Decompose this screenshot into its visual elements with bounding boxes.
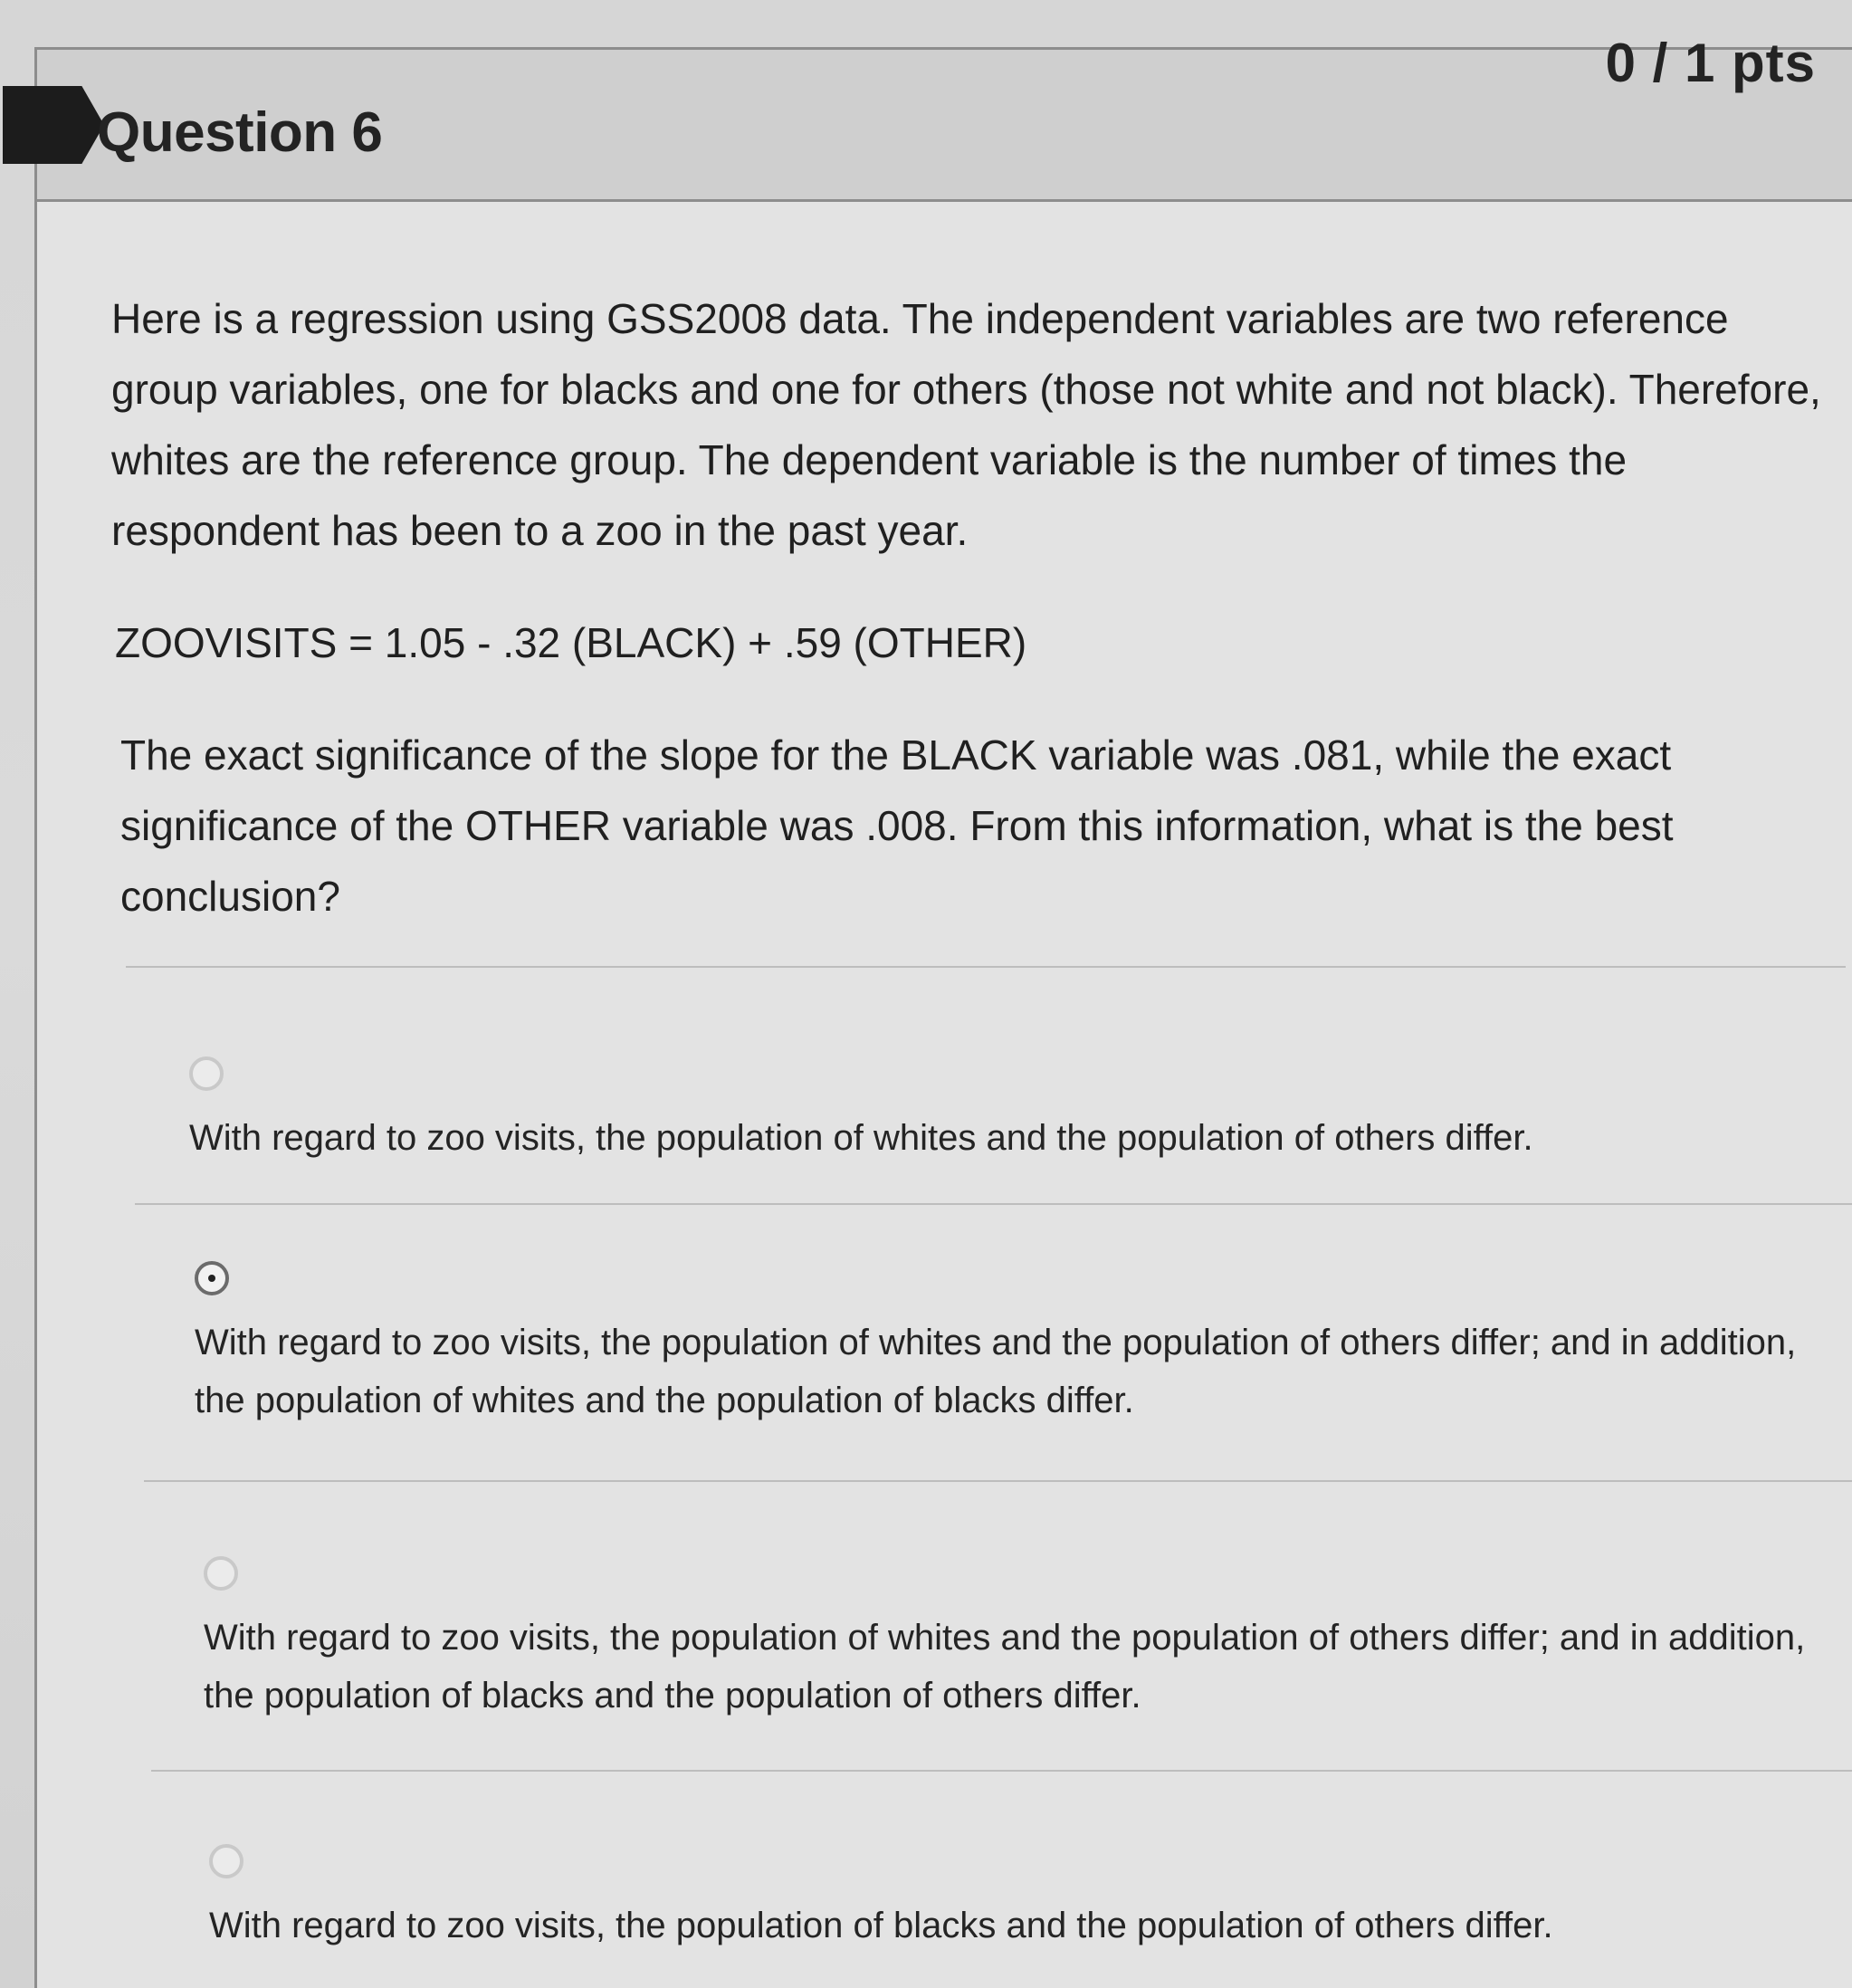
question-title: Question 6 <box>97 101 383 164</box>
answer-divider-top <box>126 966 1846 968</box>
answer-divider-2 <box>144 1480 1852 1482</box>
question-points: 0 / 1 pts <box>1605 33 1816 93</box>
answer-divider-1 <box>135 1203 1852 1205</box>
question-header <box>37 33 1852 202</box>
answer-text-2: With regard to zoo visits, the population of whites and the population of others differ; and in addition, the population of whites and the population of blacks differ. <box>195 1323 1797 1420</box>
question-prompt: The exact significance of the slope for the BLACK variable was .081, while the exact significance of the OTHER variable was .008. From this information, what is the best conclusion? <box>120 731 1674 920</box>
radio-button-4[interactable] <box>209 1844 243 1878</box>
radio-button-1[interactable] <box>189 1056 224 1091</box>
question-marker <box>3 86 104 164</box>
question-card <box>34 33 1852 1988</box>
question-description: Here is a regression using GSS2008 data. The independent variables are two reference group variables, one for blacks and one for others (those not white and not black). Therefore, whites are the reference group. The dependent variable is the number of times the respondent has been to a zoo in the past year. <box>111 295 1821 554</box>
answer-text-1: With regard to zoo visits, the population of whites and the population of others differ. <box>189 1118 1533 1158</box>
radio-button-3[interactable] <box>204 1556 238 1591</box>
answer-text-4: With regard to zoo visits, the population of blacks and the population of others differ. <box>209 1906 1553 1945</box>
radio-button-2[interactable] <box>195 1261 229 1295</box>
answer-text-3: With regard to zoo visits, the population of whites and the population of others differ; and in addition, the population of blacks and the population of others differ. <box>204 1618 1806 1716</box>
answer-divider-3 <box>151 1770 1852 1772</box>
regression-equation: ZOOVISITS = 1.05 - .32 (BLACK) + .59 (OTHER) <box>115 619 1027 666</box>
question-body <box>111 283 1831 566</box>
